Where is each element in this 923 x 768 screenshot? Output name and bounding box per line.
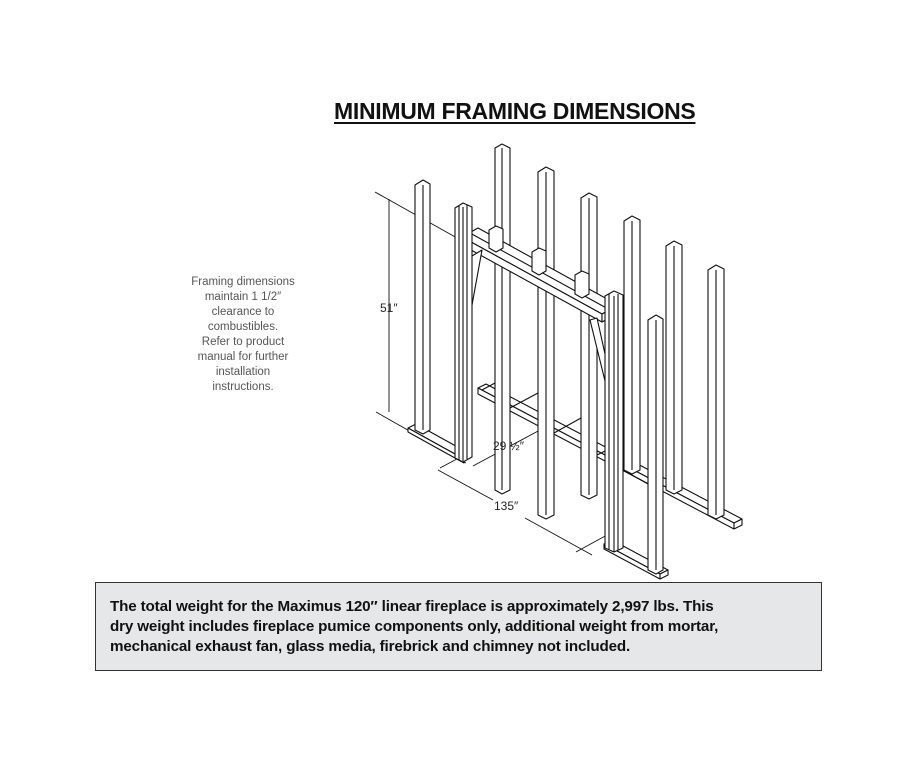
note-line: clearance to	[211, 306, 275, 318]
weight-notice-line: mechanical exhaust fan, glass media, firebrick and chimney not included.	[110, 638, 631, 655]
note-line: Framing dimensions	[191, 276, 295, 288]
width-dimension-label: 135″	[494, 499, 519, 513]
page-title: MINIMUM FRAMING DIMENSIONS	[334, 98, 696, 124]
weight-notice-box	[95, 582, 822, 671]
note-line: combustibles.	[207, 321, 279, 333]
weight-notice-text	[110, 597, 805, 657]
note-line: Refer to product	[201, 336, 285, 348]
weight-notice-line: dry weight includes fireplace pumice components only, additional weight from mortar,	[110, 618, 719, 635]
note-line: installation	[215, 366, 271, 378]
left-wall	[408, 180, 472, 463]
height-dimension-label: 51″	[380, 301, 398, 315]
note-line: instructions.	[212, 381, 274, 393]
depth-dimension-label: 29 ½″	[493, 439, 524, 453]
weight-notice-line: The total weight for the Maximus 120″ linear fireplace is approximately 2,997 lbs. This	[110, 598, 714, 615]
note-line: manual for further	[197, 351, 289, 363]
note-line: maintain 1 1/2″	[204, 291, 282, 303]
